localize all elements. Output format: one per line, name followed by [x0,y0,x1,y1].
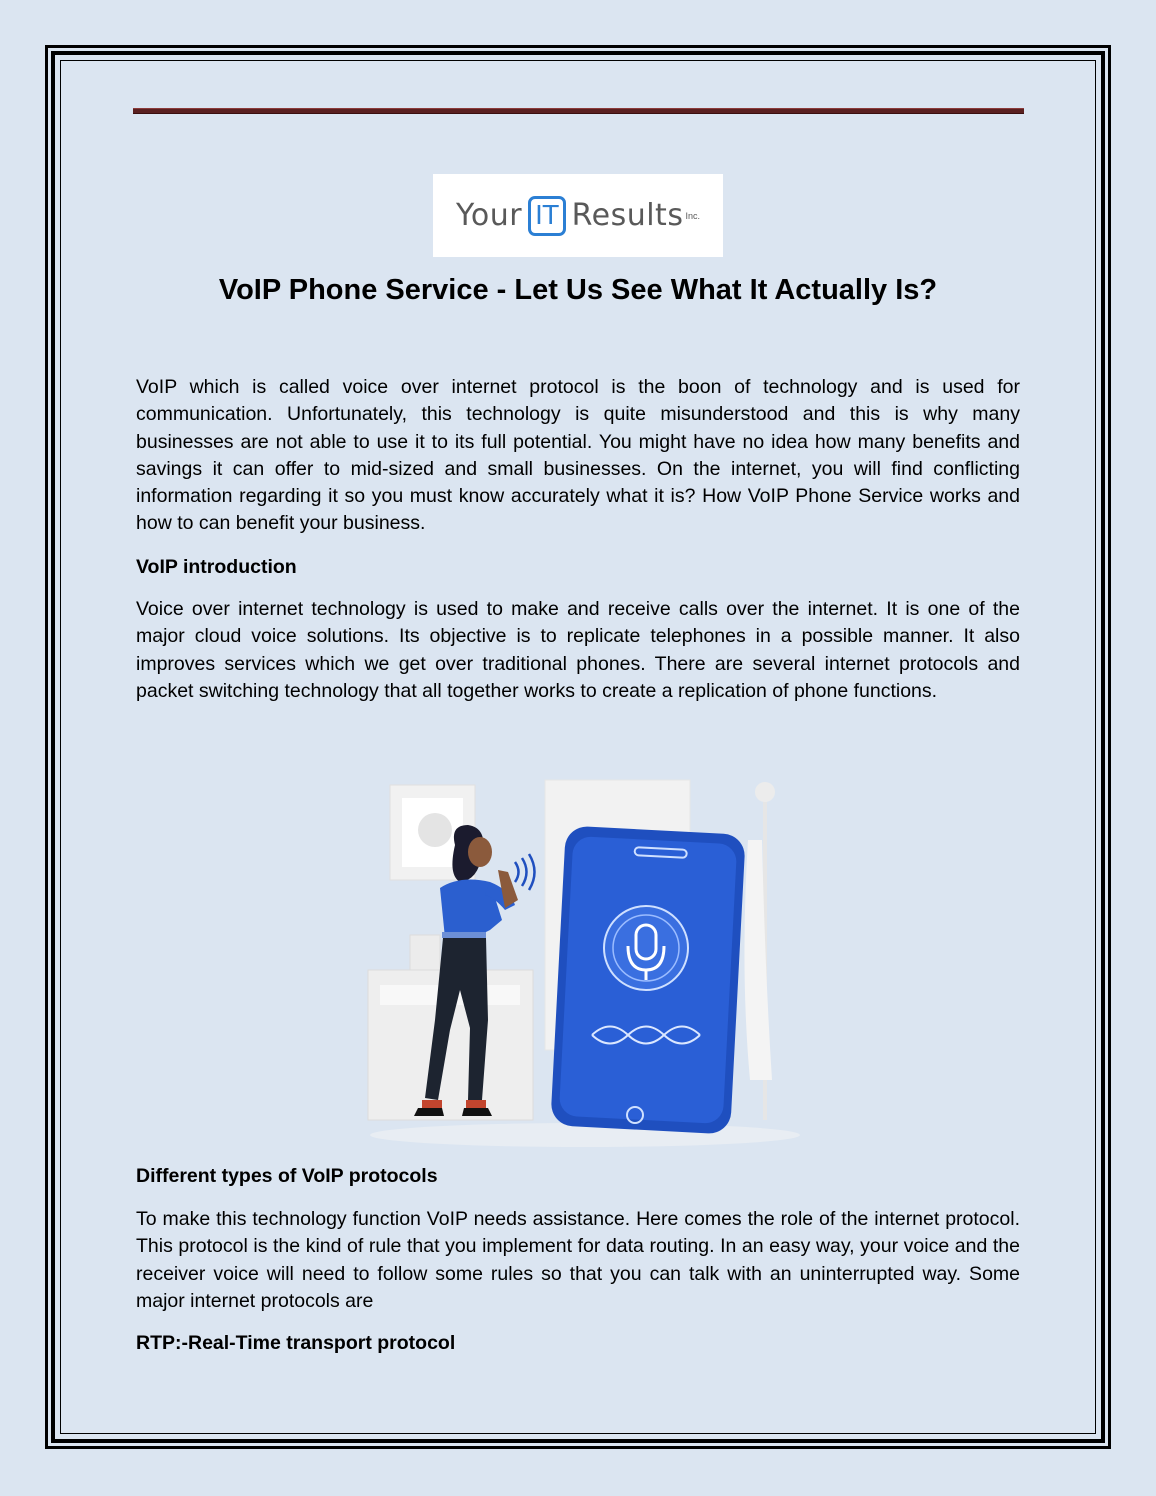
logo-word-your: Your [456,198,523,233]
intro-block [136,374,1020,538]
person-face [468,837,492,867]
page-title: VoIP Phone Service - Let Us See What It Actually Is? [218,274,938,306]
section-paragraph: Voice over internet technology is used to make and receive calls over the internet. It is one of the major cloud voice solutions. Its objective is to replicate telephones in a possible manner. It also improves services which we get over traditional phones. There are several internet protocols and packet switching technology that all together works to create a replication of phone functions. [136,598,1020,702]
company-logo [433,174,723,257]
cabinet-frame [410,935,440,970]
intro-paragraph: VoIP which is called voice over internet protocol is the boon of technology and is used for communication. Unfortunately, this technology is quite misunderstood and this is why many businesses are not able to use it to its full potential. You might have no idea how many benefits and savings it can offer to mid-sized and small businesses. On the internet, you will find conflicting information regarding it so you must know accurately what it is? How VoIP Phone Service works and how to can benefit your business. [136,376,1020,535]
section-heading: Different types of VoIP protocols [136,1165,438,1187]
logo-suffix: Inc. [685,210,700,221]
person-belt [442,932,486,938]
section-rtp [136,1331,1020,1355]
header-rule [133,108,1024,114]
voice-wave-icon [522,858,527,886]
person-sock [422,1100,442,1108]
section-heading: VoIP introduction [136,556,297,578]
person-sock [466,1100,486,1108]
section-paragraph: To make this technology function VoIP needs assistance. Here comes the role of the internet protocol. This protocol is the kind of rule that you implement for data routing. In an easy way, your voice and the receiver voice will need to follow some rules so that you can talk with an uninterrupted way. Some major internet protocols are [136,1208,1020,1312]
section-heading: RTP:-Real-Time transport protocol [136,1332,456,1354]
wall-frame-circle [418,813,452,847]
logo-word-results: Results [571,198,684,233]
person-shoe [414,1108,444,1116]
section-protocol-types-body [136,1206,1020,1315]
section-voip-introduction [136,555,1020,579]
voice-wave-icon [515,862,519,882]
coat-rack-top [755,782,775,802]
logo-boxed-it: IT [528,196,566,236]
person-shoe [462,1108,492,1116]
section-protocol-types [136,1164,1020,1188]
section-voip-introduction-body [136,596,1020,705]
hanging-coat [744,840,772,1080]
voip-call-illustration [310,770,840,1150]
voice-wave-icon [529,854,535,890]
